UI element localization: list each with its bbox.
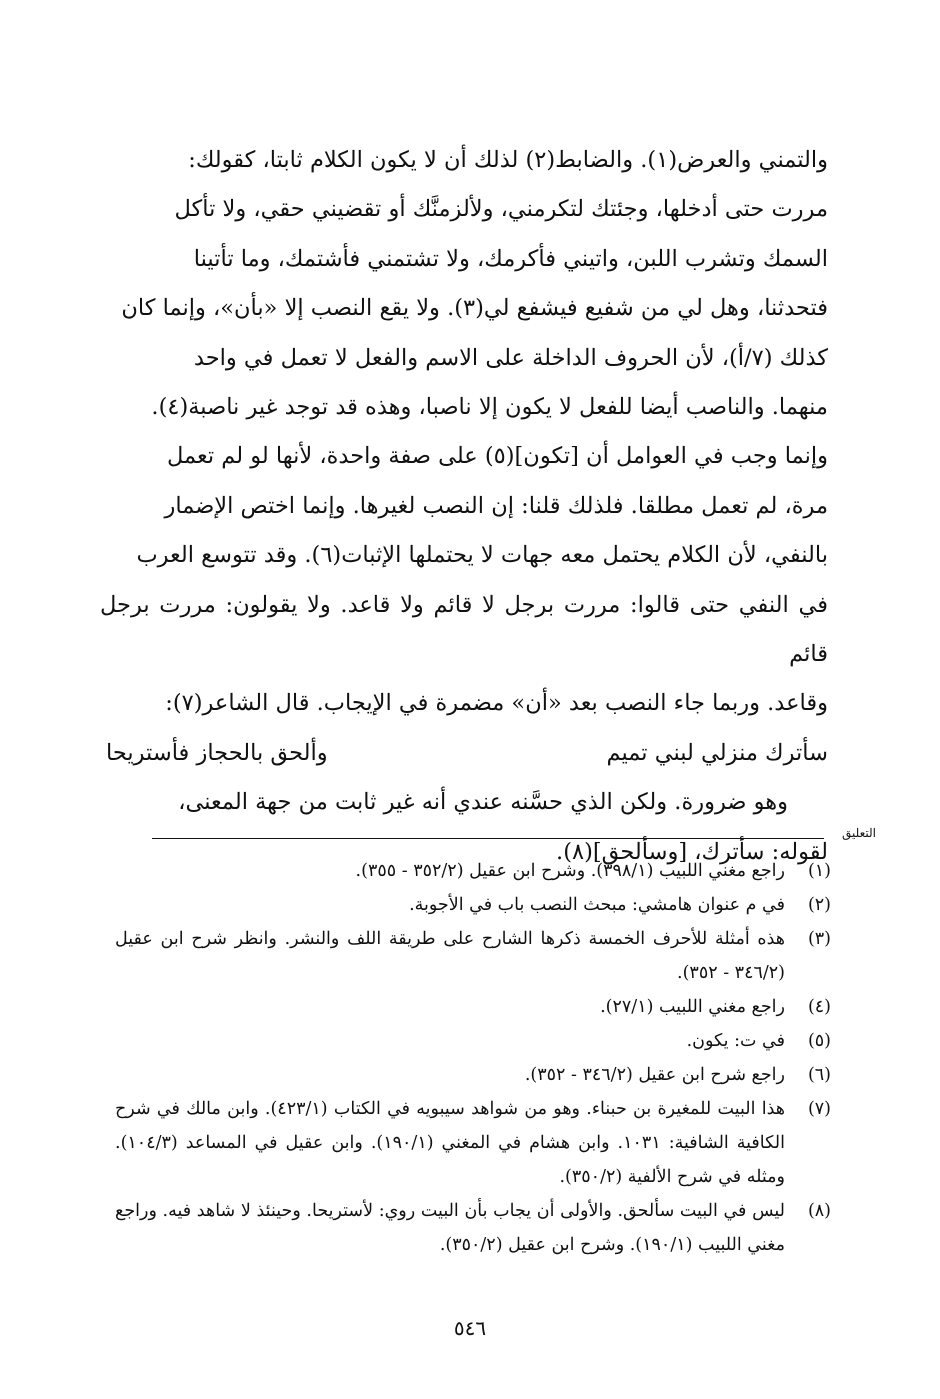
footnote-number: (٢) xyxy=(807,895,831,915)
footnote-text: راجع شرح ابن عقيل (٣٤٦/٢ - ٣٥٢). xyxy=(524,1065,785,1085)
footnote xyxy=(115,990,831,1024)
verse-second-hemistich: وألحق بالحجاز فأستريحا xyxy=(106,739,328,766)
footnote-number: (٣) xyxy=(807,929,831,949)
footnote-text: هذا البيت للمغيرة بن حبناء. وهو من شواهد سيبويه في الكتاب (٤٢٣/١). وابن مالك في شرح الكافية الشافية: ١٠٣١. وابن هشام في المغني (١٩٠/١). وابن عقيل في المساعد (١٠٤/٣). ومثله في شرح الألفية (٣٥٠/٢). xyxy=(115,1099,786,1187)
footnote-number: (٤) xyxy=(807,997,831,1017)
footnote-text: في م عنوان هامشي: مبحث النصب باب في الأجوبة. xyxy=(409,895,785,915)
text-line: السمك وتشرب اللبن، واتيني فأكرمك، ولا تشتمني فأشتمك، وما تأتينا xyxy=(193,245,828,272)
page-number: ٥٤٦ xyxy=(453,1316,487,1340)
footnote xyxy=(115,888,831,922)
text-line: بالنفي، لأن الكلام يحتمل معه جهات لا يحتملها الإثبات(٦). وقد تتوسع العرب xyxy=(136,542,828,569)
text-line: وهو ضرورة. ولكن الذي حسَّنه عندي أنه غير ثابت من جهة المعنى، xyxy=(178,789,788,816)
main-text xyxy=(100,136,828,877)
footnote xyxy=(115,1024,831,1058)
text-line: والتمني والعرض(١). والضابط(٢) لذلك أن لا يكون الكلام ثابتا، كقولك: xyxy=(188,147,828,173)
footnote-number: (٦) xyxy=(807,1065,831,1085)
text-line: مررت حتى أدخلها، وجئتك لتكرمني، ولألزمنَّك أو تقضيني حقي، ولا تأكل xyxy=(174,196,828,223)
footnote xyxy=(115,854,831,888)
text-line: في النفي حتى قالوا: مررت برجل لا قائم ولا قاعد. ولا يقولون: مررت برجل قائم xyxy=(100,591,828,668)
poetry-verse xyxy=(100,729,828,778)
footnote-number: (١) xyxy=(807,861,831,881)
footnote xyxy=(115,1058,831,1092)
text-line: منهما. والناصب أيضا للفعل لا يكون إلا ناصبا، وهذه قد توجد غير ناصبة(٤). xyxy=(151,394,828,421)
footnote-text: راجع مغني اللبيب (٢٧/١). xyxy=(600,997,785,1017)
footnotes xyxy=(115,854,831,1262)
text-line: وإنما وجب في العوامل أن [تكون](٥) على صفة واحدة، لأنها لو لم تعمل xyxy=(166,443,828,470)
footnote-separator xyxy=(152,838,824,839)
footnote xyxy=(115,922,831,990)
footnote-number: (٧) xyxy=(807,1099,831,1119)
text-line: وقاعد. وربما جاء النصب بعد «أن» مضمرة في الإيجاب. قال الشاعر(٧): xyxy=(165,690,828,717)
footnote-number: (٥) xyxy=(807,1031,831,1051)
text-line: فتحدثنا، وهل لي من شفيع فيشفع لي(٣). ولا يقع النصب إلا «بأن»، وإنما كان xyxy=(121,295,828,322)
text-line: مرة، لم تعمل مطلقا. فلذلك قلنا: إن النصب لغيرها. وإنما اختص الإضمار xyxy=(164,492,828,519)
footnote-text: ليس في البيت سألحق. والأولى أن يجاب بأن البيت روي: لأستريحا. وحينئذ لا شاهد فيه. وراجع مغني اللبيب (١٩٠/١). وشرح ابن عقيل (٣٥٠/٢). xyxy=(115,1201,785,1255)
footnote xyxy=(115,1092,831,1194)
footnote-text: راجع مغني اللبيب (٣٩٨/١). وشرح ابن عقيل (٣٥٢/٢ - ٣٥٥). xyxy=(355,861,785,881)
footnote-text: هذه أمثلة للأحرف الخمسة ذكرها الشارح على طريقة اللف والنشر. وانظر شرح ابن عقيل (٣٤٦/٢ - ٣٥٢). xyxy=(115,929,785,983)
text-line: لقوله: سأترك، [وسألحق](٨). xyxy=(556,838,828,865)
verse-first-hemistich: سأترك منزلي لبني تميم xyxy=(606,739,828,766)
footnote-label: التعليق xyxy=(841,826,876,840)
text-line: كذلك (٧/أ)، لأن الحروف الداخلة على الاسم والفعل لا تعمل في واحد xyxy=(193,344,828,371)
footnote xyxy=(115,1194,831,1262)
footnote-number: (٨) xyxy=(807,1201,831,1221)
footnote-text: في ت: يكون. xyxy=(686,1031,785,1051)
